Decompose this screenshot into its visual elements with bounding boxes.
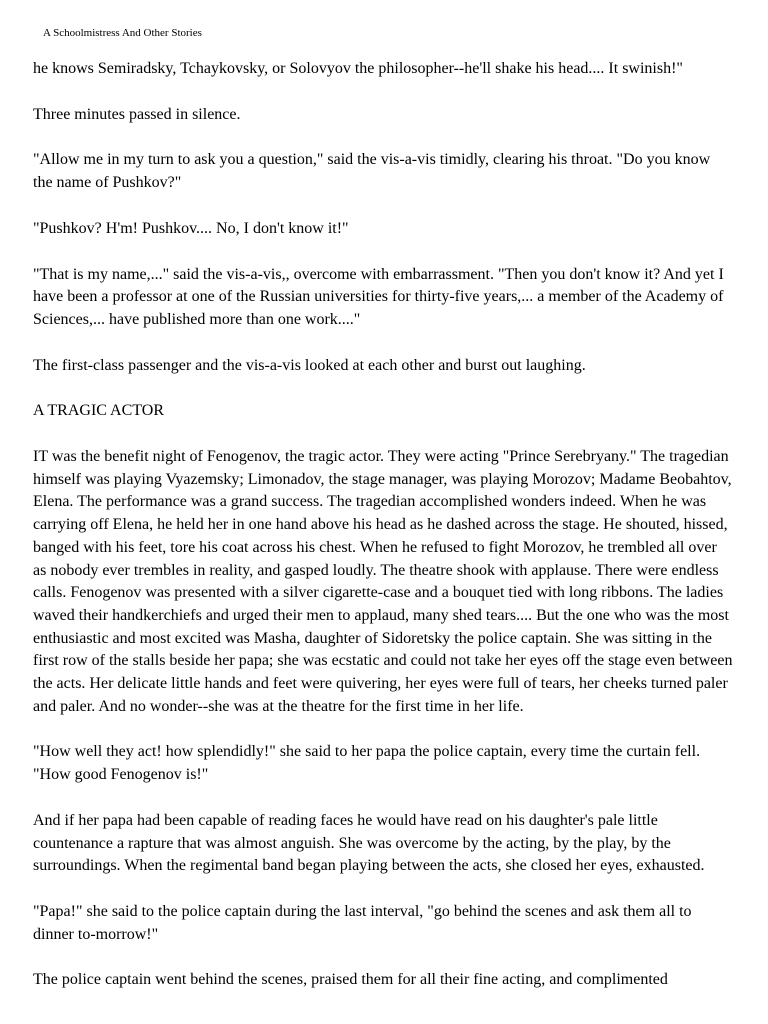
paragraph: he knows Semiradsky, Tchaykovsky, or Solovyov the philosopher--he'll shake his head.... It swinish!": [33, 60, 683, 77]
paragraph: Three minutes passed in silence.: [33, 105, 241, 123]
paragraph: "That is my name,..." said the vis-a-vis,, overcome with embarrassment. "Then you don't know it? And yet I have been a professor at one of the Russian universities for thirty-five years,... a member of the Academy of Sciences,... have published more than one work....": [33, 265, 724, 328]
paragraph: "Allow me in my turn to ask you a question," said the vis-a-vis timidly, clearing his throat. "Do you know the name of Pushkov?": [33, 151, 711, 192]
running-header: A Schoolmistress And Other Stories: [43, 27, 202, 39]
paragraph: "Pushkov? H'm! Pushkov.... No, I don't know it!": [33, 219, 349, 237]
paragraph: "Papa!" she said to the police captain during the last interval, "go behind the scenes and ask them all to dinner to-morrow!": [33, 902, 692, 943]
paragraph: The police captain went behind the scenes, praised them for all their fine acting, and complimented: [33, 971, 668, 989]
paragraph: The first-class passenger and the vis-a-vis looked at each other and burst out laughing.: [33, 356, 586, 374]
paragraph: IT was the benefit night of Fenogenov, the tragic actor. They were acting "Prince Serebryany." The tragedian himself was playing Vyazemsky; Limonadov, the stage manager, was playing Morozov; Madame Beobahtov, Elena. The performance was a grand success. The tragedian accomplished wonders indeed. When he was carrying off Elena, he held her in one hand above his head as he dashed across the stage. He shouted, hissed, banged with his feet, tore his coat across his chest. When he refused to fight Morozov, he trembled all over as nobody ever trembles in reality, and gasped loudly. The theatre shook with applause. There were endless calls. Fenogenov was presented with a silver cigarette-case and a bouquet tied with long ribbons. The ladies waved their handkerchiefs and urged their men to applaud, many shed tears.... But the one who was the most enthusiastic and most excited was Masha, daughter of Sidoretsky the police captain. She was sitting in the first row of the stalls beside her papa; she was ecstatic and could not take her eyes off the stage even between the acts. Her delicate little hands and feet were quivering, her eyes were full of tears, her cheeks turned paler and paler. And no wonder--she was at the theatre for the first time in her life.: [33, 448, 733, 715]
story-title: A TRAGIC ACTOR: [33, 402, 164, 420]
paragraph: And if her papa had been capable of reading faces he would have read on his daughter's pale little countenance a rapture that was almost anguish. She was overcome by the acting, by the play, by the surroundings. When the regimental band began playing between the acts, she closed her eyes, exhausted.: [33, 811, 705, 875]
paragraph: "How well they act! how splendidly!" she said to her papa the police captain, every time the curtain fell. "How good Fenogenov is!": [33, 743, 701, 784]
page-body: [33, 58, 733, 1015]
